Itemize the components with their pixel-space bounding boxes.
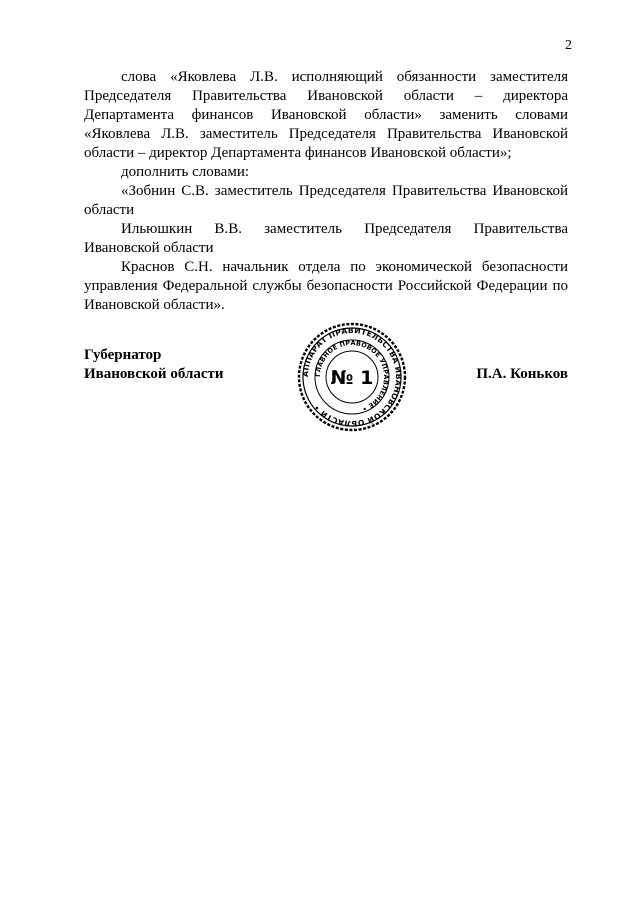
seal-number: № 1 bbox=[330, 367, 374, 389]
paragraph: Ильюшкин В.В. заместитель Председателя Правительства Ивановской области bbox=[84, 221, 568, 256]
signature-block bbox=[84, 325, 568, 456]
signatory-title bbox=[84, 346, 224, 384]
paragraph: «Зобнин С.В. заместитель Председателя Правительства Ивановской области bbox=[84, 183, 568, 218]
seal-outer-text: АППАРАТ ПРАВИТЕЛЬСТВА ИВАНОВСКОЙ ОБЛАСТИ • bbox=[300, 325, 404, 429]
seal-inner-text: ГЛАВНОЕ ПРАВОВОЕ УПРАВЛЕНИЕ • bbox=[313, 338, 391, 414]
paragraph: дополнить словами: bbox=[121, 164, 250, 180]
seal-graphic bbox=[297, 322, 407, 432]
document-body bbox=[84, 68, 568, 315]
official-seal bbox=[297, 322, 407, 432]
paragraph: Краснов С.Н. начальник отдела по экономической безопасности управления Федеральной службы безопасности Российской Федерации по Ивановской области». bbox=[84, 259, 568, 313]
page-number: 2 bbox=[565, 38, 572, 53]
paragraph: слова «Яковлева Л.В. исполняющий обязанности заместителя Председателя Правительства Ивановской области – директора Департамента финансов Ивановской области» заменить словами «Яковлева Л.В. заместитель Председателя Правительства Ивановской области – директор Департамента финансов Ивановской области»; bbox=[84, 69, 568, 161]
signatory-title-line: Ивановской области bbox=[84, 366, 224, 382]
signatory-title-line: Губернатор bbox=[84, 347, 162, 363]
signatory-name: П.А. Коньков bbox=[476, 366, 568, 382]
